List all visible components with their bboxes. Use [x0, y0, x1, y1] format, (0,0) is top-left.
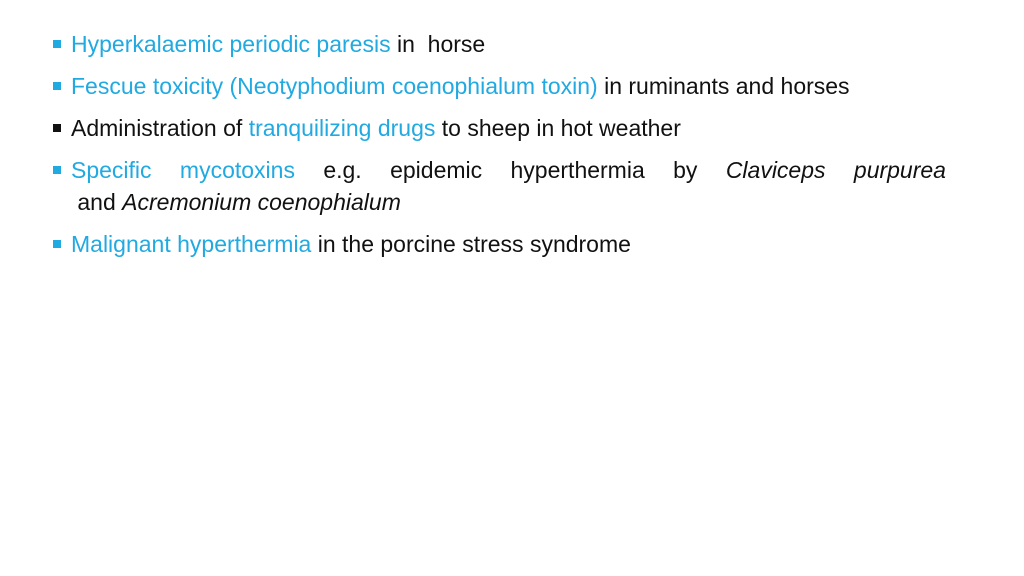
species-name: Acremonium coenophialum [122, 189, 401, 215]
bullet-item-hyperkalaemic [52, 28, 946, 60]
square-bullet-icon [53, 240, 61, 248]
bullet-item-fescue [52, 70, 946, 102]
highlight-term: Malignant hyperthermia [71, 231, 312, 257]
bullet-text: e.g. epidemic hyperthermia by [294, 157, 726, 183]
highlight-term: Fescue toxicity (Neotyphodium coenophialum toxin) [71, 73, 598, 99]
square-bullet-icon [53, 40, 61, 48]
square-bullet-icon [53, 124, 61, 132]
bullet-text: and [71, 189, 123, 215]
highlight-term: Specific mycotoxins [71, 157, 295, 183]
square-bullet-icon [53, 166, 61, 174]
highlight-term: Hyperkalaemic periodic paresis [71, 31, 391, 57]
bullet-text: to sheep in hot weather [435, 115, 681, 141]
bullet-text: in ruminants and horses [597, 73, 850, 99]
highlight-term: tranquilizing drugs [248, 115, 436, 141]
bullet-item-malignant [52, 228, 946, 260]
bullet-list [52, 28, 946, 270]
bullet-lead-text: Administration of [71, 115, 249, 141]
species-name: Claviceps purpurea [725, 157, 946, 183]
bullet-item-mycotoxins [52, 154, 946, 218]
bullet-text: in horse [390, 31, 486, 57]
square-bullet-icon [53, 82, 61, 90]
bullet-item-tranquilizing [52, 112, 946, 144]
bullet-text: in the porcine stress syndrome [311, 231, 631, 257]
